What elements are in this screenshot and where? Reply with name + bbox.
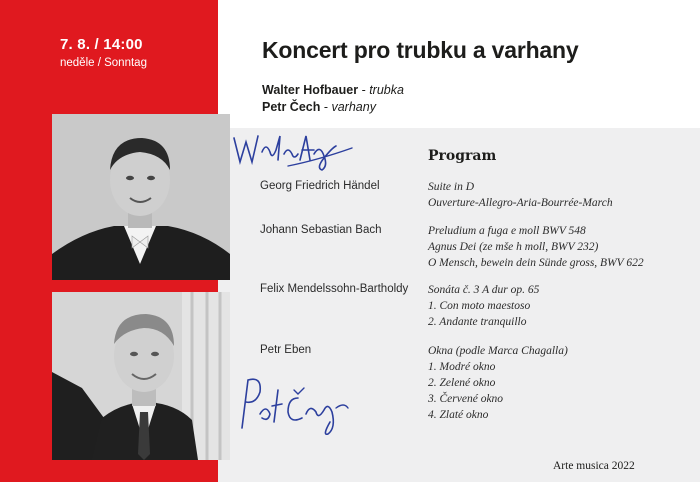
signature-petr-cech (232, 368, 352, 438)
work-line: 3. Červené okno (428, 393, 504, 405)
composer-name: Petr Eben (260, 344, 312, 356)
work-line: Sonáta č. 3 A dur op. 65 (428, 284, 540, 296)
separator: - (361, 83, 370, 97)
work-line: 1. Con moto maestoso (428, 300, 531, 312)
performer-organ (262, 100, 376, 114)
works-list (428, 223, 644, 271)
event-day: neděle / Sonntag (60, 57, 147, 69)
signature-walter-hofbauer (228, 116, 354, 172)
performer-name: Petr Čech (262, 100, 321, 114)
works-list (428, 343, 568, 423)
works-list (428, 282, 539, 330)
work-line: O Mensch, bewein dein Sünde gross, BWV 622 (428, 257, 644, 269)
works-list (428, 179, 613, 211)
work-line: 2. Andante tranquillo (428, 316, 527, 328)
performer-name: Walter Hofbauer (262, 83, 359, 97)
organist-photo (52, 292, 230, 460)
composer-name: Felix Mendelssohn-Bartholdy (260, 283, 409, 295)
work-line: Preludium a fuga e moll BWV 548 (428, 225, 586, 237)
separator: - (323, 100, 332, 114)
work-line: Okna (podle Marca Chagalla) (428, 345, 568, 357)
work-line: Agnus Dei (ze mše h moll, BWV 232) (428, 241, 599, 253)
event-date: 7. 8. / 14:00 (60, 36, 143, 53)
concert-title: Koncert pro trubku a varhany (262, 37, 579, 63)
trumpeter-photo (52, 114, 230, 280)
work-line: 2. Zelené okno (428, 377, 496, 389)
work-line: 4. Zlaté okno (428, 409, 489, 421)
composer-name: Johann Sebastian Bach (260, 224, 382, 236)
performer-role: varhany (331, 100, 376, 114)
performer-role: trubka (369, 83, 404, 97)
work-line: Ouverture-Allegro-Aria-Bourrée-March (428, 197, 613, 209)
program-heading: Program (428, 148, 497, 164)
work-line: Suite in D (428, 181, 474, 193)
performer-trumpet (262, 83, 404, 97)
composer-name: Georg Friedrich Händel (260, 180, 380, 192)
work-line: 1. Modré okno (428, 361, 496, 373)
festival-footer: Arte musica 2022 (553, 460, 635, 472)
